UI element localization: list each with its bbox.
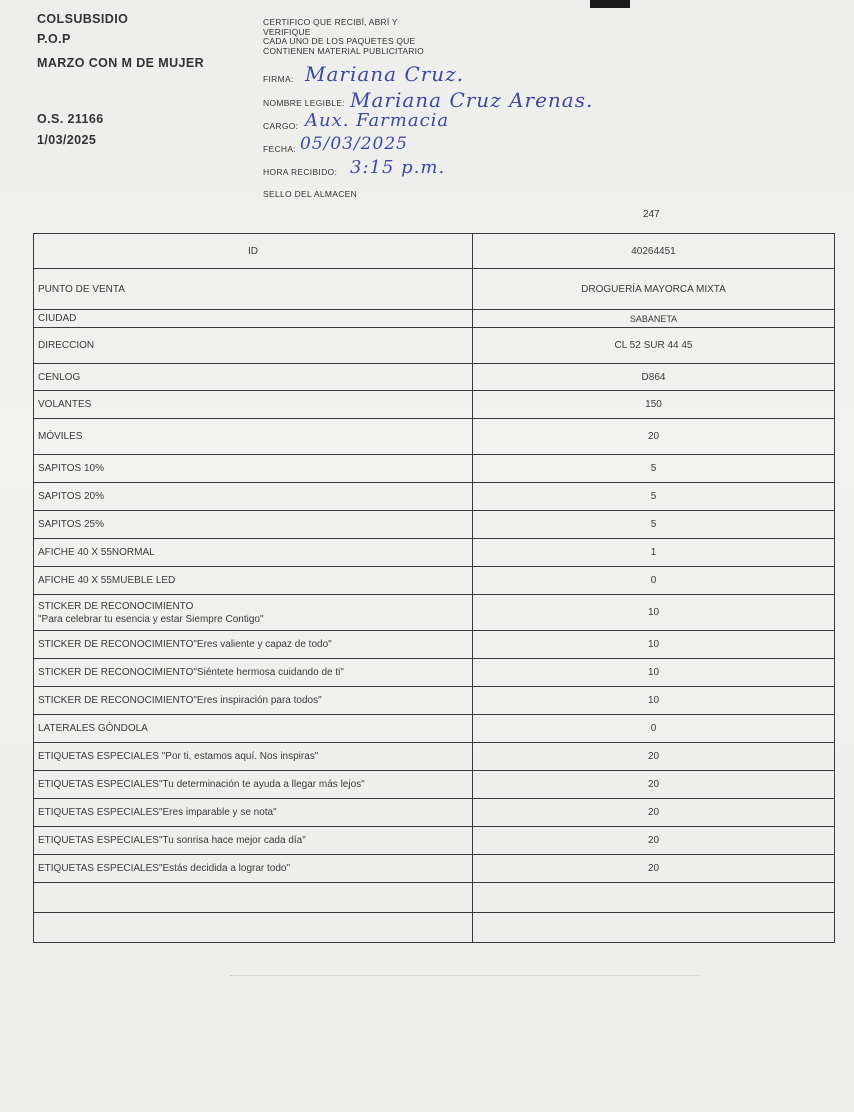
table-row [34,799,835,827]
table-row [34,567,835,595]
row-value: 10 [473,687,835,715]
table-row [34,687,835,715]
row-value: 20 [473,827,835,855]
binder-clip [590,0,630,8]
row-value: 40264451 [473,234,835,269]
row-label: VOLANTES [34,391,473,419]
table-row [34,631,835,659]
bottom-divider [230,975,700,976]
table-row [34,483,835,511]
row-label: ETIQUETAS ESPECIALES"Tu determinación te ayuda a llegar más lejos" [34,771,473,799]
table-row [34,419,835,455]
legible-name-label: NOMBRE LEGIBLE: [263,98,345,108]
table-row [34,913,835,943]
row-label: ETIQUETAS ESPECIALES "Por ti, estamos aquí. Nos inspiras" [34,743,473,771]
table-row [34,659,835,687]
row-value: 20 [473,743,835,771]
date-value: 05/03/2025 [300,134,408,154]
row-label: ETIQUETAS ESPECIALES"Tu sonrisa hace mejor cada día" [34,827,473,855]
row-value: 20 [473,799,835,827]
row-label: MÓVILES [34,419,473,455]
table-row [34,715,835,743]
row-value: 1 [473,539,835,567]
row-value: 20 [473,855,835,883]
row-label: STICKER DE RECONOCIMIENTO"Siéntete hermosa cuidando de ti" [34,659,473,687]
table-row [34,269,835,310]
campaign-name: MARZO CON M DE MUJER [37,56,205,70]
section-code: P.O.P [37,32,71,46]
row-value: 5 [473,511,835,539]
row-label: ID [34,234,473,269]
row-label: CIUDAD [34,310,473,328]
row-value: D864 [473,364,835,391]
table-row [34,310,835,328]
row-label: LATERALES GÓNDOLA [34,715,473,743]
signature-label: FIRMA: [263,74,294,84]
table-row [34,771,835,799]
table-row [34,827,835,855]
time-received-value: 3:15 p.m. [350,157,446,178]
row-label [34,913,473,943]
row-value: 5 [473,455,835,483]
row-value [473,883,835,913]
delivery-table [33,233,835,943]
row-label: ETIQUETAS ESPECIALES"Eres imparable y se nota" [34,799,473,827]
table-row [34,595,835,631]
company-name: COLSUBSIDIO [37,12,129,26]
row-label: STICKER DE RECONOCIMIENTO"Eres inspiración para todos" [34,687,473,715]
row-label: DIRECCION [34,328,473,364]
table-row [34,539,835,567]
table-row [34,743,835,771]
table-row [34,391,835,419]
table-row [34,234,835,269]
row-value: 20 [473,419,835,455]
row-label: CENLOG [34,364,473,391]
row-label: AFICHE 40 X 55NORMAL [34,539,473,567]
row-value: CL 52 SUR 44 45 [473,328,835,364]
row-value: SABANETA [473,310,835,328]
row-label: ETIQUETAS ESPECIALES"Estás decidida a lograr todo" [34,855,473,883]
row-value: 150 [473,391,835,419]
date-label: FECHA: [263,144,296,154]
table-row [34,511,835,539]
row-value: 5 [473,483,835,511]
row-label: STICKER DE RECONOCIMIENTO "Para celebrar tu esencia y estar Siempre Contigo" [34,595,473,631]
table-row [34,364,835,391]
position-value: Aux. Farmacia [305,110,450,131]
row-value: DROGUERÍA MAYORCA MIXTA [473,269,835,310]
table-row [34,855,835,883]
time-received-label: HORA RECIBIDO: [263,167,338,177]
row-value: 20 [473,771,835,799]
row-label: SAPITOS 20% [34,483,473,511]
row-value: 10 [473,659,835,687]
certification-text: CERTIFICO QUE RECIBÍ, ABRÍ Y VERIFIQUE CADA UNO DE LOS PAQUETES QUE CONTIENEN MATERIAL PUBLICITARIO [263,17,424,56]
table-row [34,455,835,483]
row-value: 10 [473,631,835,659]
row-label: AFICHE 40 X 55MUEBLE LED [34,567,473,595]
row-value: 0 [473,567,835,595]
signature-value: Mariana Cruz. [305,62,465,86]
position-label: CARGO: [263,121,299,131]
warehouse-seal-label: SELLO DEL ALMACEN [263,189,358,199]
row-label: PUNTO DE VENTA [34,269,473,310]
row-value [473,913,835,943]
row-label [34,883,473,913]
page-number: 247 [643,209,660,220]
row-value: 10 [473,595,835,631]
row-value: 0 [473,715,835,743]
row-label: SAPITOS 25% [34,511,473,539]
table-row [34,883,835,913]
legible-name-value: Mariana Cruz Arenas. [350,88,594,112]
row-label: SAPITOS 10% [34,455,473,483]
order-number: O.S. 21166 [37,112,104,126]
row-label: STICKER DE RECONOCIMIENTO"Eres valiente y capaz de todo" [34,631,473,659]
table-row [34,328,835,364]
order-date: 1/03/2025 [37,133,97,147]
